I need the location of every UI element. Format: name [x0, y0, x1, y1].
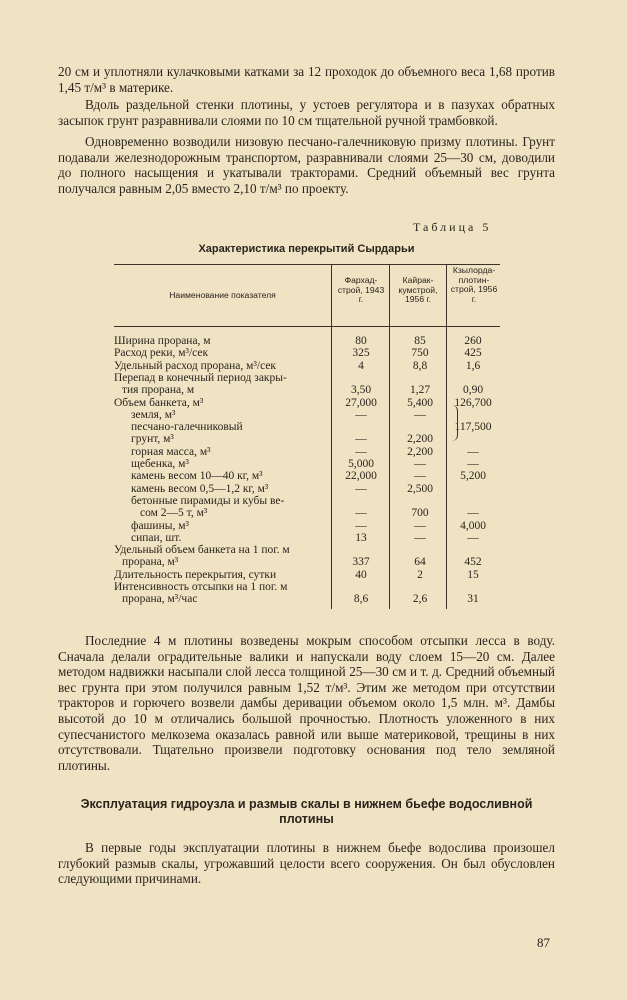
- paragraph-2: Вдоль раздельной стенки плотины, у устоев регулятора и в пазухах обратных засыпок грунт разравнивали слоями по 10 см тщательной ручной трамбовкой.: [58, 97, 555, 128]
- table-row-label: камень весом 10—40 кг, м³: [131, 470, 263, 483]
- table-row-label: Удельный расход прорана, м³/сек: [114, 359, 277, 372]
- table-cell-c1: —: [355, 433, 367, 446]
- table-cell-c1: 337: [352, 556, 370, 569]
- table-cell-c3: 117,500: [454, 421, 492, 434]
- table-header-rule: [114, 326, 500, 327]
- table-cell-c2: —: [414, 519, 426, 532]
- table-cell-c3: 425: [464, 347, 482, 360]
- table-row-label: камень весом 0,5—1,2 кг, м³: [131, 482, 269, 495]
- table-cell-c2: —: [414, 408, 426, 421]
- table-row-label: грунт, м³: [131, 433, 174, 446]
- table-title: Характеристика перекрытий Сырдарьи: [198, 243, 415, 255]
- table-cell-c3: 31: [467, 593, 479, 606]
- table-cell-c2: 2,200: [407, 433, 433, 446]
- table-cell-c3: 452: [464, 556, 482, 569]
- table-row-label: земля, м³: [131, 408, 176, 421]
- table-row-label: прорана, м³: [122, 556, 179, 569]
- table-row-label: Объем банкета, м³: [114, 396, 204, 409]
- table-cell-c2: 85: [414, 335, 426, 347]
- table-row-label: сом 2—5 т, м³: [140, 507, 208, 520]
- table-cell-c1: 13: [355, 531, 367, 544]
- table-row-label: щебенка, м³: [131, 458, 189, 470]
- table-row-label: песчано-галечниковый: [131, 421, 243, 434]
- table-cell-c3: 1,6: [465, 359, 481, 372]
- table-col-rule-1: [331, 264, 332, 609]
- table-top-rule: [114, 264, 500, 265]
- table-cell-c1: 5,000: [348, 458, 374, 470]
- table-cell-c3: 4,000: [460, 519, 486, 532]
- table-row-label: сипаи, шт.: [131, 531, 182, 544]
- table-cell-c2: 700: [411, 507, 429, 520]
- section-heading: Эксплуатация гидроузла и размыв скалы в нижнем бьефе водосливной плотины: [80, 797, 533, 826]
- table-cell-c2: 8,8: [412, 359, 428, 372]
- table-cell-c1: 3,50: [350, 384, 372, 397]
- table-cell-c1: —: [355, 482, 367, 495]
- table-row-label: тия прорана, м: [122, 384, 195, 397]
- table-cell-c1: —: [355, 445, 367, 458]
- table-row-label: Интенсивность отсыпки на 1 пог. м: [114, 581, 288, 593]
- table-row-label: прорана, м³/час: [122, 593, 198, 606]
- table-row-label: Перепад в конечный период закры-: [114, 371, 287, 384]
- table-cell-c1: 4: [358, 359, 364, 372]
- table-number: Таблица 5: [413, 220, 492, 234]
- table-cell-c1: —: [355, 408, 367, 421]
- paragraph-5: В первые годы эксплуатации плотины в нижнем бьефе водослива произошел глубокий размыв скалы, угрожавший целости всего сооружения. Он был обусловлен следующими причинами.: [58, 840, 555, 887]
- table-cell-c2: 2,200: [407, 445, 433, 458]
- table-cell-c3: 5,200: [460, 470, 486, 483]
- header-col2: Кайрак-кумстрой, 1956 г.: [398, 275, 438, 304]
- table-cell-c3: —: [467, 445, 479, 458]
- table-cell-c3: 15: [467, 568, 479, 581]
- paragraph-3: Одновременно возводили низовую песчано-галечниковую призму плотины. Грунт подавали железнодорожным транспортом, разравнивали слоями 25—30 см, доводили до полного насыщения и укатывали тракторами. Средний объемный вес грунта получался равным 2,05 вместо 2,10 т/м³ по проекту.: [58, 134, 555, 196]
- header-col1: Фархад-строй, 1943 г.: [337, 275, 385, 304]
- table-cell-c2: 2: [417, 568, 423, 581]
- table-row-label: Ширина прорана, м: [114, 335, 211, 347]
- table-cell-c2: 5,400: [407, 396, 433, 409]
- page-number: 87: [537, 935, 550, 950]
- table-cell-c3: 126,700: [454, 396, 492, 409]
- table-cell-c1: —: [355, 507, 367, 520]
- table-cell-c3: 260: [464, 335, 482, 347]
- table-cell-c1: 40: [355, 568, 367, 581]
- table-cell-c3: 0,90: [462, 384, 484, 397]
- table-cell-c3: —: [467, 507, 479, 520]
- table-row-label: Длительность перекрытия, сутки: [114, 568, 277, 581]
- brace-mark: [451, 405, 458, 441]
- paragraph-1: 20 см и уплотняли кулачковыми катками за 12 проходок до объемного веса 1,68 против 1,45 т/м³ в материке.: [58, 64, 555, 95]
- header-name: Наименование показателя: [169, 290, 276, 300]
- header-col3: Кзылорда-плотин-строй, 1956 г.: [450, 265, 498, 304]
- table-cell-c2: —: [414, 458, 426, 470]
- table-row-label: Расход реки, м³/сек: [114, 347, 209, 360]
- paragraph-4: Последние 4 м плотины возведены мокрым способом отсыпки лесса в воду. Сначала делали оградительные валики и напускали воду слоем 15—20 см. Далее методом надвижки насыпали слой лесса толщиной 25—30 см и т. д. Средний объемный вес грунта при этом получился равным 1,52 т/м³. Этим же методом при отсутствии тракторов и горючего возвели дамбы деривации объемом около 1,5 млн. м³. Дамбы высотой до 10 м отличались большой прочностью. Плотность уложенного в них супесчанистого мелкозема оказалась равной или выше материковой, трещины в них отсутствовали. Тщательно произвели подготовку основания под тело земляной плотины.: [58, 633, 555, 773]
- table-cell-c2: 1,27: [409, 384, 431, 397]
- table-cell-c2: 64: [414, 556, 426, 569]
- table-cell-c1: —: [355, 519, 367, 532]
- table-cell-c2: 750: [411, 347, 429, 360]
- table-cell-c1: 22,000: [345, 470, 377, 483]
- table-row-label: Удельный объем банкета на 1 пог. м: [114, 544, 290, 557]
- table-row-label: фашины, м³: [131, 519, 189, 532]
- table-row-label: бетонные пирамиды и кубы ве-: [131, 494, 285, 507]
- table-row-label: горная масса, м³: [131, 445, 211, 458]
- table-cell-c1: 27,000: [345, 396, 377, 409]
- table-cell-c2: —: [414, 470, 426, 483]
- table-cell-c2: 2,500: [407, 482, 433, 495]
- table-cell-c3: —: [467, 531, 479, 544]
- table-cell-c2: 2,6: [412, 593, 428, 606]
- table-cell-c1: 80: [355, 335, 367, 347]
- table-col-rule-2: [389, 264, 390, 609]
- table-cell-c1: 325: [352, 347, 370, 360]
- table-cell-c1: 8,6: [353, 593, 369, 606]
- table-cell-c2: —: [414, 531, 426, 544]
- table-cell-c3: —: [467, 458, 479, 470]
